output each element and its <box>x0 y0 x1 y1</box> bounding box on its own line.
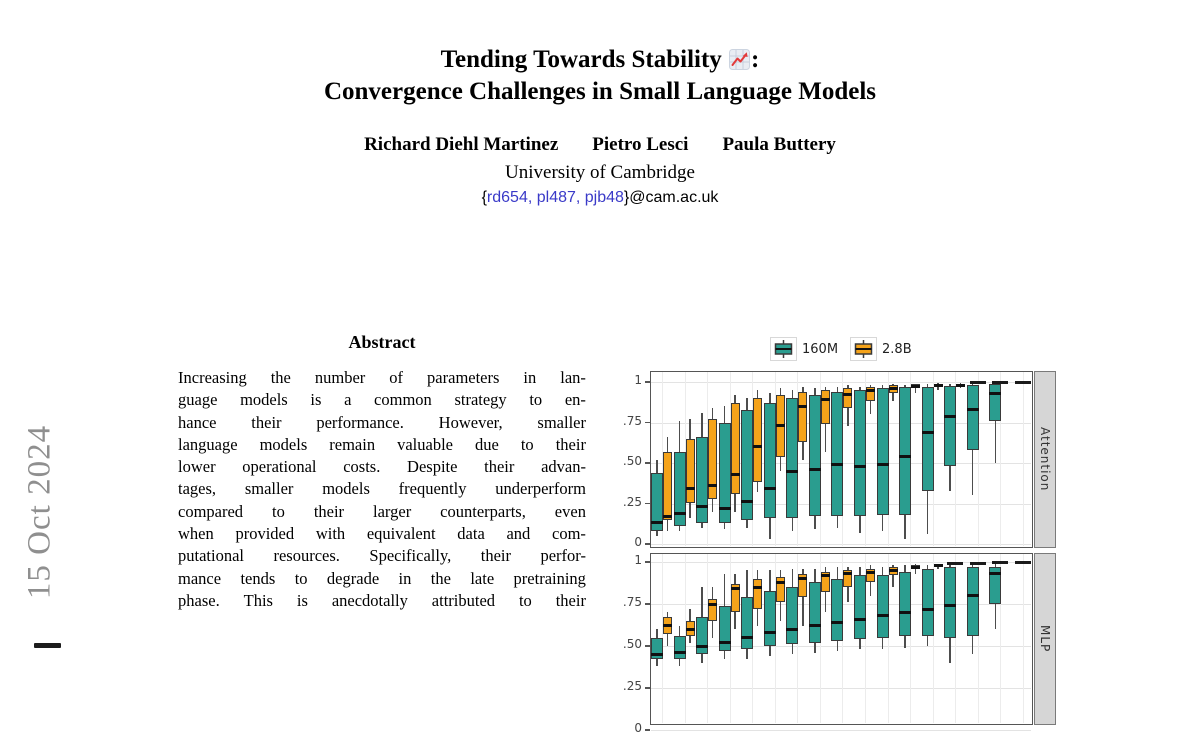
boxplot-median <box>877 463 889 466</box>
gridline <box>933 372 934 546</box>
boxplot-whisker <box>882 567 884 649</box>
boxplot-dash-2.8B <box>992 381 1008 384</box>
boxplot-box-2.8B <box>843 570 852 587</box>
boxplot-box-2.8B <box>889 567 898 575</box>
boxplot-box-160M <box>831 392 843 517</box>
boxplot-median <box>764 487 776 490</box>
boxplot-median <box>809 624 821 627</box>
y-axis-tick-mark <box>645 687 650 689</box>
boxplot-median <box>843 572 852 575</box>
gridline <box>1023 554 1024 723</box>
boxplot-median <box>764 631 776 634</box>
y-axis-tick-label: 1 <box>634 553 642 567</box>
abstract-line: compared to their larger counterparts, even <box>178 501 586 521</box>
author-1: Richard Diehl Martinez <box>364 134 559 155</box>
facet-panel-mlp <box>650 553 1033 725</box>
boxplot-median <box>663 515 672 518</box>
boxplot-whisker <box>802 569 804 626</box>
boxplot-box-2.8B <box>866 387 875 402</box>
title-colon: : <box>751 46 760 73</box>
boxplot-box-160M <box>674 636 686 660</box>
gridline <box>775 372 776 546</box>
gridline <box>730 372 731 546</box>
boxplot-box-2.8B <box>798 574 807 598</box>
boxplot-box-160M <box>764 591 776 646</box>
boxplot-box-160M <box>719 423 731 523</box>
gridline <box>797 372 798 546</box>
facet-panel-attention <box>650 371 1033 548</box>
boxplot-whisker <box>892 384 894 402</box>
gridline <box>820 372 821 546</box>
gridline <box>707 372 708 546</box>
boxplot-whisker <box>769 393 771 539</box>
boxplot-median <box>911 566 920 569</box>
boxplot-whisker <box>949 564 951 663</box>
boxplot-median <box>719 641 731 644</box>
boxplot-median <box>889 387 898 390</box>
boxplot-median <box>899 611 911 614</box>
boxplot-box-160M <box>696 437 708 523</box>
boxplot-box-160M <box>696 617 708 654</box>
legend-label: 160M <box>802 341 839 357</box>
gridline <box>888 372 889 546</box>
boxplot-box-2.8B <box>776 577 785 602</box>
chart-legend <box>770 337 912 361</box>
boxplot-median <box>877 614 889 617</box>
boxplot-median <box>798 405 807 408</box>
boxplot-median <box>889 569 898 572</box>
boxplot-box-160M <box>651 473 663 531</box>
boxplot-median <box>944 415 956 418</box>
boxplot-whisker <box>802 387 804 460</box>
y-axis-tick-mark <box>645 561 650 563</box>
gridline <box>842 372 843 546</box>
boxplot-median <box>708 603 717 606</box>
boxplot-box-160M <box>786 587 798 644</box>
y-axis-tick-mark <box>645 503 650 505</box>
email-domain: }@cam.ac.uk <box>623 189 719 206</box>
boxplot-median <box>696 505 708 508</box>
paper-header <box>0 44 1200 207</box>
boxplot-whisker <box>814 569 816 653</box>
email-brace-open: { <box>481 189 487 206</box>
gridline <box>651 730 1031 731</box>
boxplot-whisker <box>825 567 827 612</box>
gridline <box>910 372 911 546</box>
gridline <box>685 372 686 546</box>
gridline <box>978 372 979 546</box>
y-axis-tick-label: .50 <box>622 454 642 468</box>
boxplot-box-160M <box>719 606 731 651</box>
gridline <box>651 382 1031 383</box>
boxplot-whisker <box>927 565 929 646</box>
boxplot-whisker <box>972 384 974 496</box>
boxplot-box-160M <box>899 387 911 515</box>
gridline <box>651 423 1031 424</box>
boxplot-box-2.8B <box>686 621 695 636</box>
boxplot-whisker <box>892 565 894 587</box>
boxplot-box-2.8B <box>731 403 740 494</box>
boxplot-median <box>967 408 979 411</box>
boxplot-dash-2.8B <box>1015 381 1031 384</box>
boxplot-median <box>967 594 979 597</box>
y-axis-tick-mark <box>645 645 650 647</box>
boxplot-median <box>696 645 708 648</box>
arxiv-date-watermark: 15 Oct 2024 <box>21 424 58 600</box>
boxplot-box-2.8B <box>956 384 965 386</box>
boxplot-whisker <box>847 385 849 426</box>
boxplot-median <box>786 628 798 631</box>
boxplot-median <box>753 445 762 448</box>
abstract-line: putational resources. Specifically, their perfor- <box>178 546 586 566</box>
boxplot-whisker <box>870 385 872 414</box>
facet-label: MLP <box>1038 625 1052 653</box>
y-axis-tick-label: .25 <box>622 494 642 509</box>
gridline <box>842 554 843 723</box>
boxplot-box-160M <box>741 597 753 649</box>
email-line <box>0 189 1200 207</box>
boxplot-box-2.8B <box>889 385 898 393</box>
boxplot-median <box>934 564 943 567</box>
author-3: Paula Buttery <box>722 134 836 155</box>
abstract-body <box>178 368 586 613</box>
boxplot-box-2.8B <box>686 439 695 504</box>
boxplot-median <box>731 473 740 476</box>
boxplot-box-2.8B <box>843 388 852 407</box>
gridline <box>651 463 1031 464</box>
boxplot-box-2.8B <box>708 419 717 498</box>
boxplot-median <box>674 651 686 654</box>
boxplot-box-160M <box>877 388 889 514</box>
y-axis-tick-mark <box>645 381 650 383</box>
chart-increasing-icon <box>729 47 750 68</box>
y-axis-tick-label: 1 <box>634 373 642 387</box>
boxplot-box-2.8B <box>753 398 762 482</box>
boxplot-box-160M <box>831 579 843 641</box>
boxplot-whisker <box>814 388 816 529</box>
gridline <box>651 562 1031 563</box>
y-axis-tick-mark <box>645 729 650 731</box>
boxplot-median <box>922 431 934 434</box>
boxplot-whisker <box>679 421 681 531</box>
boxplot-dash-160M <box>1015 381 1031 384</box>
boxplot-whisker <box>734 574 736 629</box>
boxplot-whisker <box>667 612 669 646</box>
gridline <box>1000 554 1001 723</box>
y-axis-tick-label: .75 <box>622 595 642 609</box>
boxplot-whisker <box>689 419 691 518</box>
boxplot-box-2.8B <box>663 452 672 520</box>
legend-item-160m <box>770 337 838 361</box>
gridline <box>865 554 866 723</box>
abstract-line: tages, smaller models frequently underperform <box>178 479 586 499</box>
boxplot-whisker <box>757 570 759 625</box>
gridline <box>685 554 686 723</box>
boxplot-dash-2.8B <box>1015 561 1031 564</box>
boxplot-whisker <box>915 384 917 394</box>
boxplot-box-160M <box>899 572 911 636</box>
boxplot-median <box>776 581 785 584</box>
boxplot-box-160M <box>967 385 979 450</box>
boxplot-box-160M <box>741 410 753 520</box>
gridline <box>775 554 776 723</box>
boxplot-median <box>989 392 1001 395</box>
boxplot-box-160M <box>922 387 934 491</box>
legend-item-2.8b <box>850 337 912 361</box>
boxplot-box-2.8B <box>753 579 762 609</box>
boxplot-median <box>854 465 866 468</box>
gridline <box>752 554 753 723</box>
boxplot-whisker <box>859 567 861 649</box>
boxplot-box-160M <box>651 638 663 660</box>
y-axis-tick-label: 0 <box>634 721 642 735</box>
boxplot-median <box>686 628 695 631</box>
boxplot-whisker <box>757 390 759 492</box>
y-axis-tick-label: .50 <box>622 637 642 651</box>
y-axis-tick-mark <box>645 422 650 424</box>
boxplot-median <box>831 621 843 624</box>
facet-strip-mlp <box>1034 553 1056 725</box>
boxplot-dash-2.8B <box>992 561 1008 564</box>
boxplot-whisker <box>769 570 771 656</box>
boxplot-whisker <box>734 395 736 512</box>
boxplot-box-160M <box>944 567 956 638</box>
gridline <box>651 688 1031 689</box>
boxplot-whisker <box>847 567 849 602</box>
abstract-heading: Abstract <box>348 332 416 352</box>
boxplot-median <box>708 484 717 487</box>
abstract-line: Increasing the number of parameters in lan- <box>178 368 586 387</box>
abstract-line: mance tends to degrade in the late pretraining <box>178 568 586 588</box>
abstract-line: phase. This is anecdotally attributed to their <box>178 590 586 610</box>
gridline <box>730 554 731 723</box>
boxplot-median <box>899 455 911 458</box>
boxplot-median <box>944 604 956 607</box>
boxplot-median <box>934 384 943 387</box>
boxplot-box-160M <box>989 384 1001 420</box>
boxplot-whisker <box>949 384 951 491</box>
boxplot-whisker <box>724 574 726 660</box>
y-axis-tick-mark <box>645 603 650 605</box>
boxplot-whisker <box>904 565 906 647</box>
y-axis-tick-label: .25 <box>622 679 642 693</box>
boxplot-whisker <box>701 587 703 663</box>
boxplot-whisker <box>995 562 997 629</box>
boxplot-median <box>753 586 762 589</box>
boxplot-median <box>866 571 875 574</box>
gridline <box>651 504 1031 505</box>
gridline <box>651 646 1031 647</box>
facet-label: Attention <box>1038 427 1052 492</box>
boxplot-whisker <box>724 406 726 529</box>
boxplot-whisker <box>904 385 906 539</box>
boxplot-box-160M <box>786 398 798 518</box>
abstract-line: when provided with equivalent data and com- <box>178 524 586 544</box>
boxplot-whisker <box>712 408 714 512</box>
gridline <box>651 604 1031 605</box>
gridline <box>662 372 663 546</box>
boxplot-whisker <box>746 398 748 528</box>
gridline <box>707 554 708 723</box>
boxplot-box-2.8B <box>708 599 717 621</box>
boxplot-whisker <box>746 570 748 659</box>
boxplot-whisker <box>712 587 714 637</box>
y-axis-tick-mark <box>645 543 650 545</box>
gridline <box>651 544 1031 545</box>
gridline <box>955 554 956 723</box>
facet-strip-attention <box>1034 371 1056 548</box>
boxplot-box-160M <box>989 567 1001 604</box>
boxplot-box-160M <box>764 403 776 518</box>
boxplot-median <box>776 424 785 427</box>
boxplot-key-icon <box>850 337 877 361</box>
boxplot-median <box>843 393 852 396</box>
boxplot-whisker <box>882 385 884 531</box>
boxplot-median <box>866 389 875 392</box>
author-2: Pietro Lesci <box>592 134 689 155</box>
boxplot-box-2.8B <box>911 565 920 568</box>
boxplot-box-160M <box>967 567 979 636</box>
boxplot-median <box>663 624 672 627</box>
boxplot-whisker <box>915 564 917 574</box>
gridline <box>888 554 889 723</box>
boxplot-box-2.8B <box>821 572 830 592</box>
affiliation: University of Cambridge <box>505 162 695 183</box>
boxplot-whisker <box>701 413 703 528</box>
gridline <box>820 554 821 723</box>
y-axis-tick-label: .75 <box>622 413 642 428</box>
boxplot-box-160M <box>809 582 821 642</box>
gridline <box>955 372 956 546</box>
boxplot-median <box>741 636 753 639</box>
watermark-fragment <box>34 643 61 648</box>
boxplot-median <box>809 468 821 471</box>
boxplot-whisker <box>995 382 997 463</box>
boxplot-whisker <box>792 390 794 531</box>
boxplot-dash-160M <box>1015 561 1031 564</box>
boxplot-box-160M <box>854 390 866 516</box>
boxplot-box-160M <box>922 569 934 636</box>
title-line2: Convergence Challenges in Small Language Models <box>323 78 877 105</box>
boxplot-whisker <box>837 387 839 528</box>
email-ids: rd654, pl487, pjb48 <box>486 189 624 206</box>
author-list <box>0 134 1200 156</box>
boxplot-whisker <box>667 437 669 531</box>
gridline <box>1000 372 1001 546</box>
boxplot-median <box>956 384 965 387</box>
boxplot-box-160M <box>809 395 821 517</box>
boxplot-whisker <box>870 565 872 595</box>
boxplot-whisker <box>792 569 794 655</box>
gridline <box>752 372 753 546</box>
abstract-line: language models remain valuable due to their <box>178 434 586 454</box>
title-line1: Tending Towards Stability <box>440 46 722 73</box>
boxplot-box-2.8B <box>821 390 830 424</box>
boxplot-box-2.8B <box>866 569 875 582</box>
boxplot-key-icon <box>770 337 797 361</box>
boxplot-median <box>989 572 1001 575</box>
boxplot-whisker <box>972 564 974 655</box>
boxplot-box-160M <box>854 575 866 639</box>
boxplot-whisker <box>825 387 827 452</box>
y-axis-tick-mark <box>645 462 650 464</box>
boxplot-median <box>731 587 740 590</box>
y-axis-tick-label: 0 <box>634 535 642 549</box>
boxplot-whisker <box>937 383 939 390</box>
gridline <box>662 554 663 723</box>
gridline <box>797 554 798 723</box>
boxplot-median <box>686 487 695 490</box>
boxplot-median <box>854 618 866 621</box>
gridline <box>865 372 866 546</box>
gridline <box>933 554 934 723</box>
boxplot-whisker <box>859 387 861 533</box>
boxplot-median <box>651 521 663 524</box>
boxplot-median <box>821 574 830 577</box>
boxplot-median <box>911 385 920 388</box>
boxplot-median <box>821 398 830 401</box>
boxplot-whisker <box>837 567 839 651</box>
boxplot-whisker <box>927 384 929 535</box>
boxplot-median <box>741 500 753 503</box>
boxplot-whisker <box>780 388 782 471</box>
boxplot-box-2.8B <box>776 395 785 457</box>
boxplot-median <box>651 653 663 656</box>
boxplot-box-2.8B <box>798 392 807 442</box>
boxplot-box-160M <box>944 386 956 466</box>
boxplot-box-2.8B <box>911 384 920 388</box>
gridline <box>910 554 911 723</box>
paper-title <box>0 44 1200 108</box>
boxplot-whisker <box>937 564 939 569</box>
boxplot-whisker <box>679 626 681 666</box>
legend-label: 2.8B <box>882 341 912 357</box>
abstract-line: guage models is a common strategy to en- <box>178 390 586 410</box>
boxplot-median <box>674 512 686 515</box>
boxplot-whisker <box>689 609 691 643</box>
boxplot-whisker <box>780 570 782 620</box>
boxplot-dash-2.8B <box>947 562 963 565</box>
boxplot-whisker <box>960 383 962 389</box>
boxplot-whisker <box>656 629 658 666</box>
boxplot-median <box>719 507 731 510</box>
boxplot-box-2.8B <box>731 584 740 613</box>
abstract-line: hance their performance. However, smaller <box>178 412 586 432</box>
boxplot-dash-2.8B <box>970 562 986 565</box>
boxplot-whisker <box>656 460 658 536</box>
abstract-line: lower operational costs. Despite their advan- <box>178 457 586 477</box>
boxplot-box-2.8B <box>934 384 943 387</box>
boxplot-box-160M <box>674 452 686 527</box>
boxplot-median <box>831 463 843 466</box>
boxplot-box-2.8B <box>934 564 943 567</box>
boxplot-median <box>798 577 807 580</box>
boxplot-dash-2.8B <box>970 381 986 384</box>
gridline <box>1023 372 1024 546</box>
boxplot-median <box>922 608 934 611</box>
gridline <box>978 554 979 723</box>
boxplot-box-160M <box>877 575 889 637</box>
boxplot-median <box>786 470 798 473</box>
boxplot-box-2.8B <box>663 617 672 634</box>
